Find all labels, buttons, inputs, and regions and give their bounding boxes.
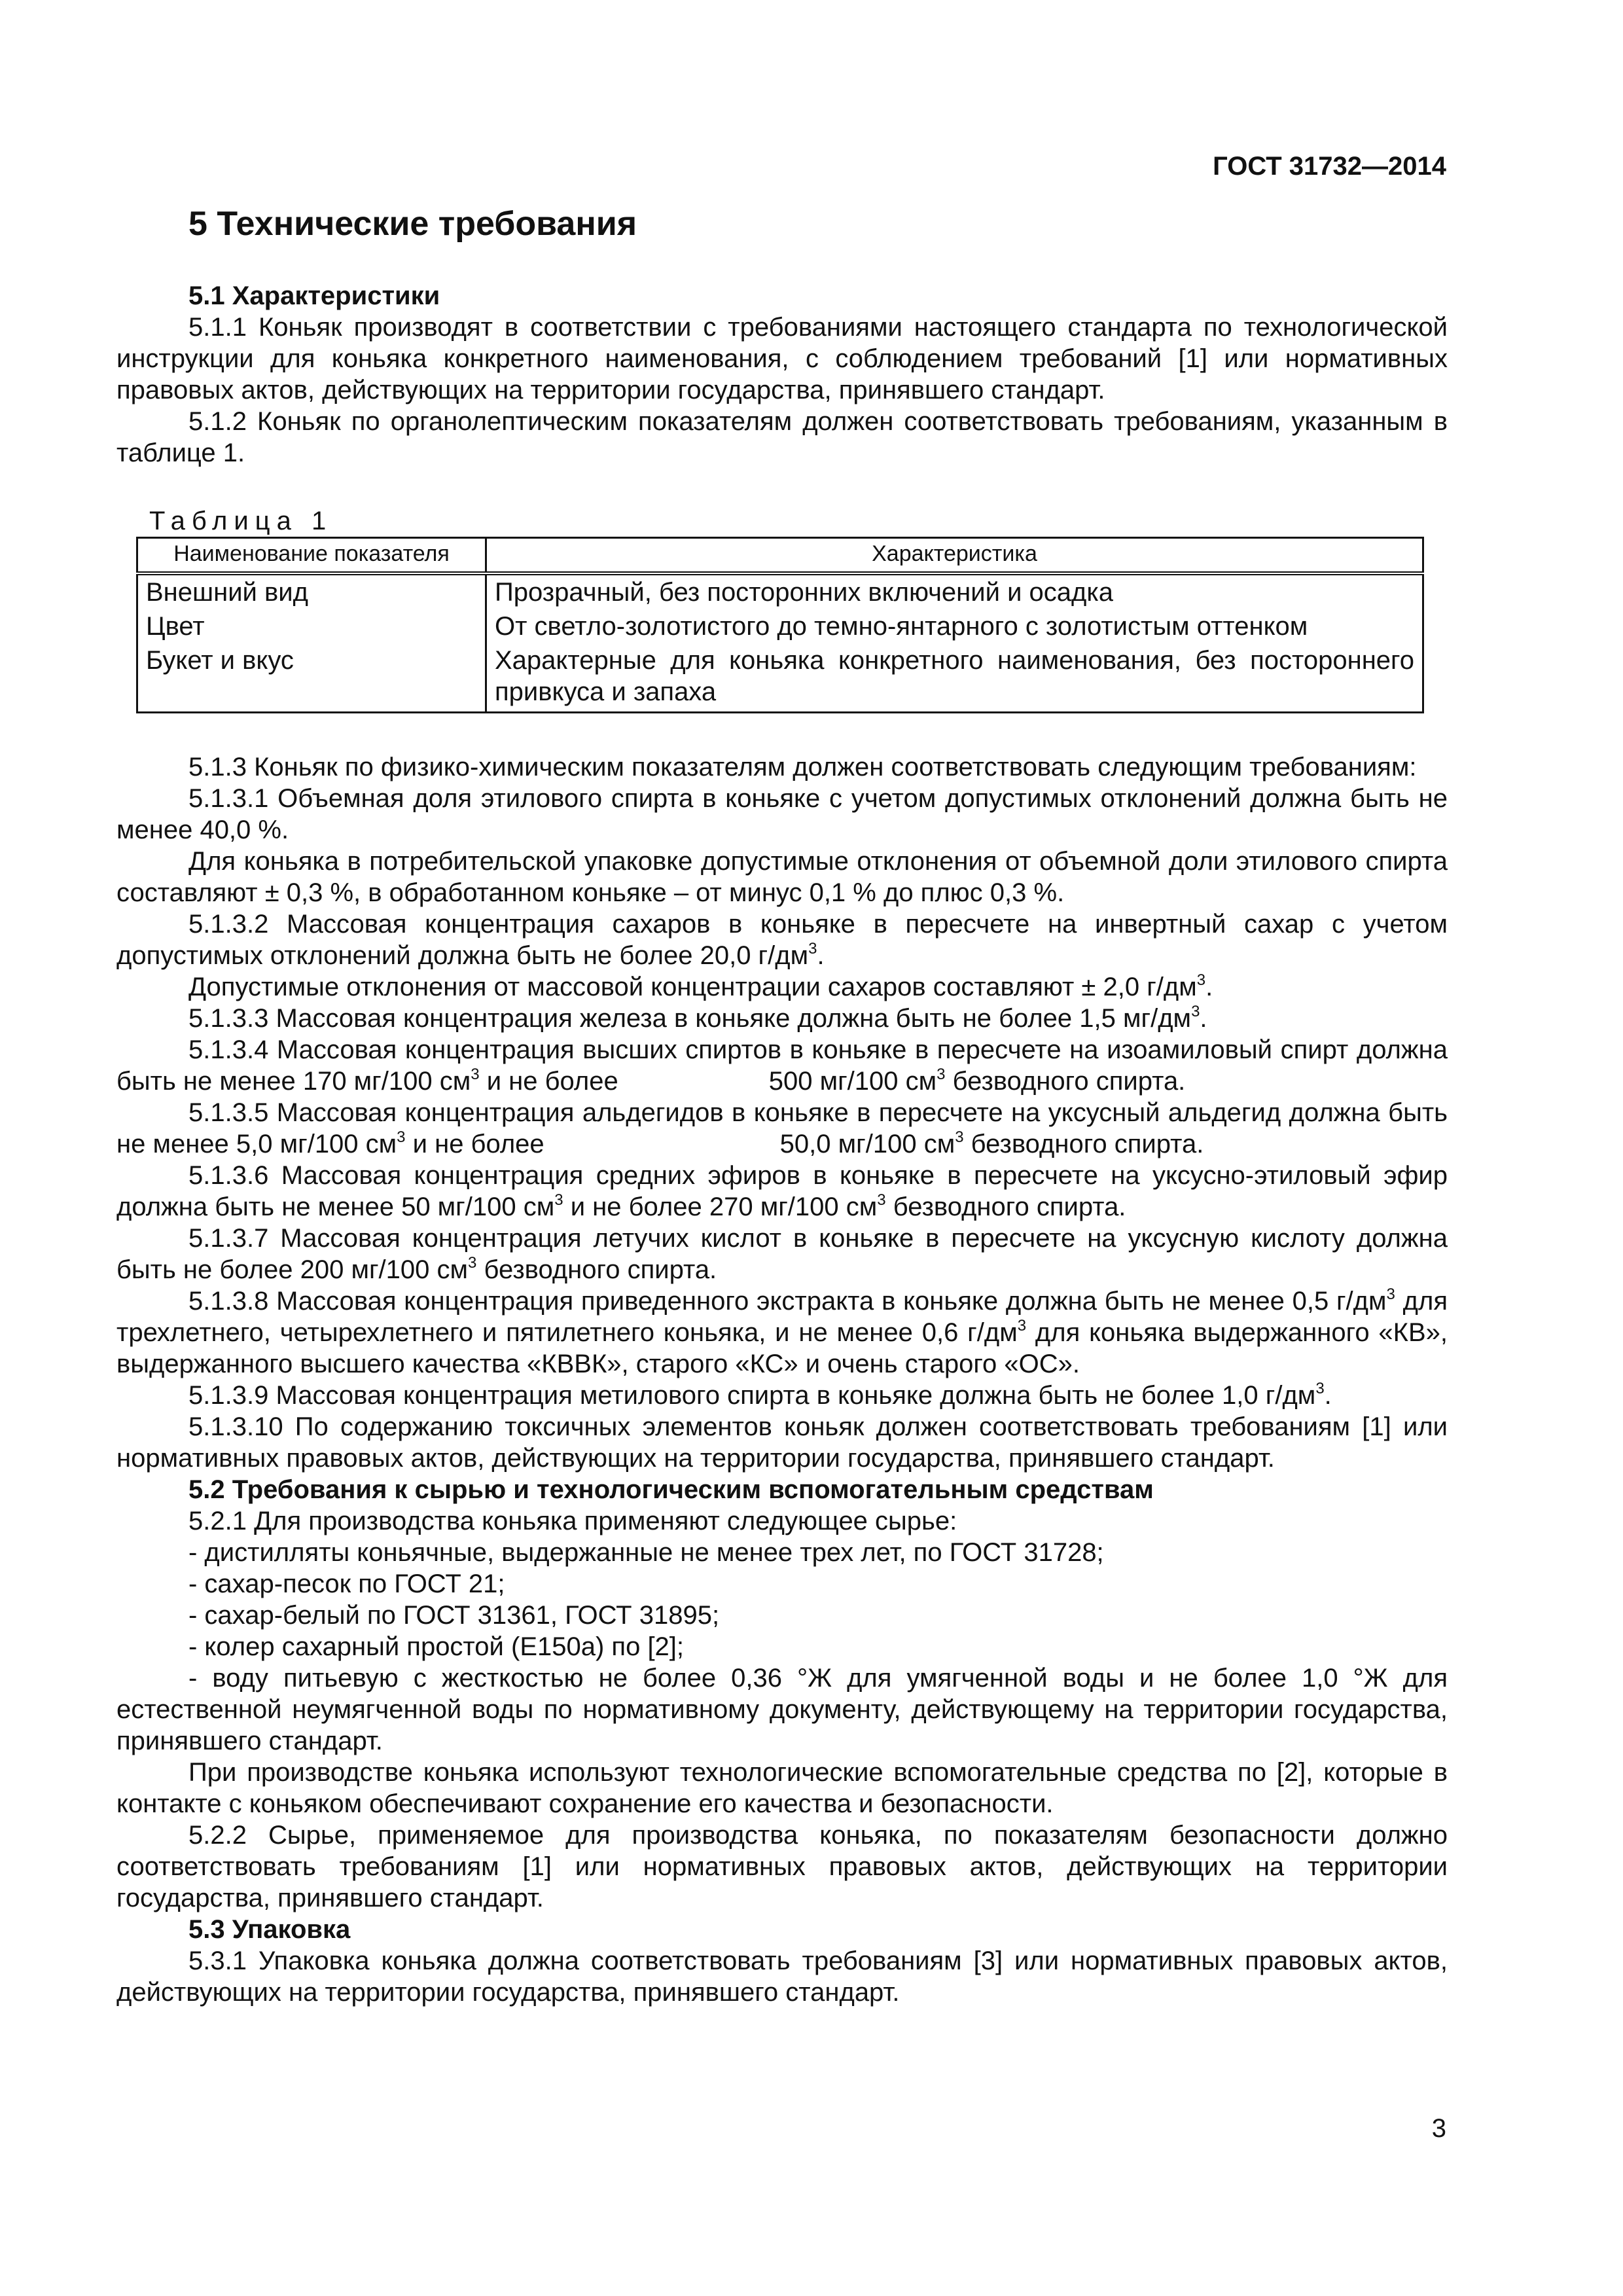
- page-number: 3: [1431, 2114, 1446, 2143]
- list-item: - дистилляты коньячные, выдержанные не менее трех лет, по ГОСТ 31728;: [188, 1538, 1104, 1567]
- text-5-1-3-2-deviations: Допустимые отклонения от массовой концентрации сахаров составляют ± 2,0 г/дм: [188, 973, 1197, 1001]
- superscript-3: 3: [955, 1128, 964, 1146]
- subsection-heading-5-3: 5.3 Упаковка: [188, 1915, 351, 1944]
- organoleptic-table: [136, 537, 1424, 713]
- table-row: [137, 643, 1423, 713]
- paragraph-5-1-2: 5.1.2 Коньяк по органолептическим показателям должен соответствовать требованиям, указанным в таблице 1.: [116, 407, 1448, 467]
- text-5-1-3-6-c: безводного спирта.: [885, 1193, 1126, 1221]
- text-5-1-3-6-b: и не более 270 мг/100 см: [563, 1193, 878, 1221]
- table-cell-value: Прозрачный, без посторонних включений и осадка: [486, 573, 1423, 609]
- table-cell-name: Букет и вкус: [137, 643, 486, 713]
- superscript-3: 3: [554, 1191, 563, 1209]
- table-row: [137, 609, 1423, 643]
- table-caption: Таблица 1: [149, 507, 333, 535]
- paragraph-5-1-3-4: [116, 1034, 1448, 1097]
- subsection-heading-5-1: 5.1 Характеристики: [188, 281, 440, 310]
- text-5-1-3-4-b: и не более: [479, 1067, 618, 1096]
- paragraph-5-1-3-5: [116, 1097, 1448, 1160]
- superscript-3: 3: [1017, 1317, 1027, 1335]
- superscript-3: 3: [1386, 1285, 1395, 1303]
- paragraph-5-1-3-9: 5.1.3.9 Массовая концентрация метилового спирта в коньяке должна быть не более 1,0 $г/дм^3$.: [188, 1380, 1332, 1410]
- superscript-3: 3: [877, 1191, 886, 1209]
- paragraph-5-1-1: 5.1.1 Коньяк производят в соответствии с требованиями настоящего стандарта по технологической инструкции для коньяка конкретного наименования, с соблюдением требований [1] или нормативных правовых актов, действующих на территории государства, принявшего стандарт.: [116, 313, 1448, 404]
- paragraph-5-1-3-8: [116, 1285, 1448, 1380]
- superscript-3: 3: [1191, 1003, 1200, 1020]
- document-header: ГОСТ 31732—2014: [1213, 152, 1446, 181]
- paragraph-5-1-3-3: 5.1.3.3 Массовая концентрация железа в коньяке должна быть не более 1,5 $мг/дм^3$.: [188, 1003, 1207, 1033]
- paragraph-5-1-3-10: 5.1.3.10 По содержанию токсичных элементов коньяк должен соответствовать требованиям [1] или нормативных правовых актов, действующих на территории государства, принявшего стандарт.: [116, 1412, 1448, 1473]
- superscript-3: 3: [397, 1128, 406, 1146]
- table-header-characteristic: Характеристика: [486, 538, 1423, 574]
- table-cell-name: Внешний вид: [137, 573, 486, 609]
- text-5-1-3-7-a: 5.1.3.7 Массовая концентрация летучих кислот в коньяке в пересчете на уксусную кислоту должна быть не более 200 мг/100 см: [116, 1224, 1448, 1284]
- table-header-indicator: Наименование показателя: [137, 538, 486, 574]
- table-row: [137, 573, 1423, 609]
- subsection-heading-5-2: 5.2 Требования к сырью и технологическим вспомогательным средствам: [188, 1475, 1154, 1504]
- text-5-1-3-5-a: 5.1.3.5 Массовая концентрация альдегидов в коньяке в пересчете на уксусный альдегид должна быть не менее 5,0 мг/100 см: [116, 1098, 1448, 1158]
- text-5-1-3-8-a: 5.1.3.8 Массовая концентрация приведенного экстракта в коньяке должна быть не менее 0,5 г/дм: [188, 1287, 1387, 1316]
- list-item: - колер сахарный простой (Е150а) по [2];: [188, 1632, 685, 1661]
- text-5-1-3-8-c: для коньяка выдержанного «КВ», выдержанного высшего качества «КВВК», старого «КС» и очень старого «ОС».: [116, 1318, 1448, 1378]
- table-cell-value: Характерные для коньяка конкретного наименования, без постороннего привкуса и запаха: [486, 643, 1423, 713]
- paragraph-5-1-3-6: [116, 1160, 1448, 1223]
- superscript-3: 3: [468, 1254, 477, 1272]
- page-content: [116, 204, 1448, 2008]
- text-5-1-3-5-d: безводного спирта.: [963, 1130, 1204, 1158]
- list-item: - сахар-песок по ГОСТ 21;: [188, 1570, 505, 1598]
- superscript-3: 3: [1315, 1380, 1325, 1397]
- text-5-1-3-9: 5.1.3.9 Массовая концентрация метилового спирта в коньяке должна быть не более 1,0 г/дм: [188, 1381, 1316, 1410]
- paragraph-5-1-3-2: 5.1.3.2 Массовая концентрация сахаров в коньяке в пересчете на инвертный сахар с учетом допустимых отклонений должна быть не более 20,0 $г/дм^3$.: [116, 910, 1448, 970]
- text-5-1-3-2: 5.1.3.2 Массовая концентрация сахаров в коньяке в пересчете на инвертный сахар с учетом допустимых отклонений должна быть не более 20,0 г/дм: [116, 910, 1448, 970]
- text-5-1-3-5-c: 50,0 мг/100 см: [779, 1130, 955, 1158]
- table-cell-value: От светло-золотистого до темно-янтарного с золотистым оттенком: [486, 609, 1423, 643]
- text-5-1-3-6-a: 5.1.3.6 Массовая концентрация средних эфиров в коньяке в пересчете на уксусно-этиловый эфир должна быть не менее 50 мг/100 см: [116, 1161, 1448, 1221]
- text-5-1-3-4-a: 5.1.3.4 Массовая концентрация высших спиртов в коньяке в пересчете на изоамиловый спирт должна быть не менее 170 мг/100 см: [116, 1035, 1448, 1096]
- text-5-1-3-4-c: 500 мг/100 см: [768, 1067, 937, 1096]
- paragraph-5-2-1: 5.2.1 Для производства коньяка применяют следующее сырье:: [188, 1507, 957, 1535]
- paragraph-5-1-3-7: [116, 1223, 1448, 1285]
- superscript-3: 3: [936, 1066, 946, 1083]
- paragraph-5-1-3-1-deviations: Для коньяка в потребительской упаковке допустимые отклонения от объемной доли этилового спирта составляют ± 0,3 %, в обработанном коньяке – от минус 0,1 % до плюс 0,3 %.: [116, 847, 1448, 907]
- list-item: - воду питьевую с жесткостью не более 0,36 °Ж для умягченной воды и не более 1,0 °Ж для естественной неумягченной воды по нормативному документу, действующему на территории государства, принявшего стандарт.: [116, 1664, 1448, 1755]
- section-title: 5 Технические требования: [188, 205, 637, 243]
- paragraph-5-1-3-1: 5.1.3.1 Объемная доля этилового спирта в коньяке с учетом допустимых отклонений должна быть не менее 40,0 %.: [116, 784, 1448, 844]
- superscript-3: 3: [471, 1066, 480, 1083]
- paragraph-5-2-1-aids: При производстве коньяка используют технологические вспомогательные средства по [2], которые в контакте с коньяком обеспечивают сохранение его качества и безопасности.: [116, 1758, 1448, 1818]
- paragraph-5-3-1: 5.3.1 Упаковка коньяка должна соответствовать требованиям [3] или нормативных правовых актов, действующих на территории государства, принявшего стандарт.: [116, 1946, 1448, 2007]
- table-header-row: [137, 538, 1423, 574]
- paragraph-5-2-2: 5.2.2 Сырье, применяемое для производства коньяка, по показателям безопасности должно соответствовать требованиям [1] или нормативных правовых актов, действующих на территории государства, принявшего стандарт.: [116, 1821, 1448, 1912]
- superscript-3: 3: [1196, 971, 1206, 989]
- superscript-3: 3: [808, 940, 817, 958]
- text-5-1-3-3: 5.1.3.3 Массовая концентрация железа в коньяке должна быть не более 1,5 мг/дм: [188, 1004, 1192, 1033]
- text-5-1-3-7-b: безводного спирта.: [476, 1255, 717, 1284]
- list-item: - сахар-белый по ГОСТ 31361, ГОСТ 31895;: [188, 1601, 720, 1630]
- paragraph-5-1-3: 5.1.3 Коньяк по физико-химическим показателям должен соответствовать следующим требованиям:: [188, 753, 1417, 781]
- text-5-1-3-8-b: для трехлетнего, четырехлетнего и пятилетнего коньяка, и не менее 0,6 г/дм: [116, 1287, 1448, 1347]
- table-cell-name: Цвет: [137, 609, 486, 643]
- paragraph-5-1-3-2-deviations: Допустимые отклонения от массовой концентрации сахаров составляют ± 2,0 $г/дм^3$.: [188, 971, 1213, 1001]
- text-5-1-3-4-d: безводного спирта.: [945, 1067, 1186, 1096]
- text-5-1-3-5-b: и не более: [405, 1130, 544, 1158]
